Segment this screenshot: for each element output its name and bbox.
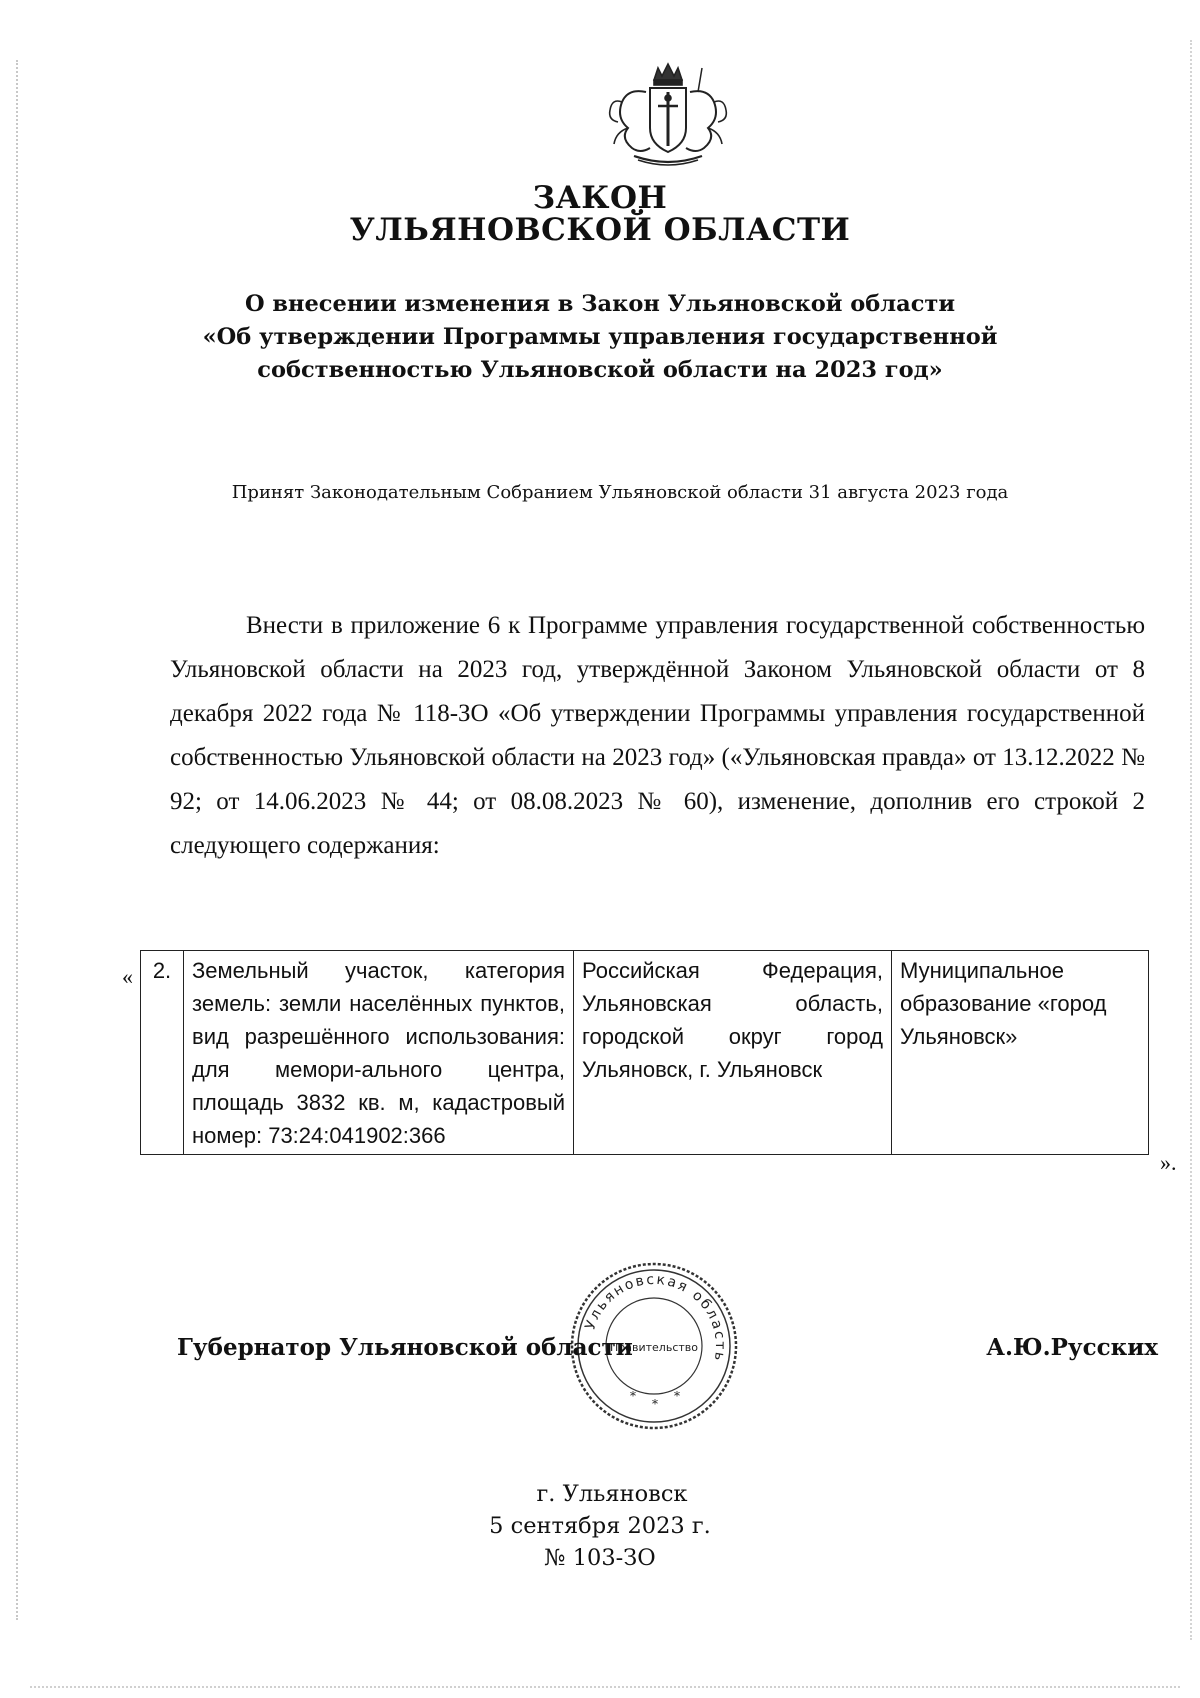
row-number: 2. xyxy=(141,951,184,1155)
governor-position: Губернатор Ульяновской области xyxy=(177,1334,633,1361)
law-subject xyxy=(0,288,1200,387)
seal-star-icon: * xyxy=(652,1397,658,1411)
table-row xyxy=(141,951,1149,1155)
governor-name: А.Ю.Русских xyxy=(986,1334,1158,1361)
subject-line1: О внесении изменения в Закон Ульяновской области xyxy=(244,291,956,317)
subject-line3: собственностью Ульяновской области на 2023 год» xyxy=(257,357,943,383)
signing-date: 5 сентября 2023 г. xyxy=(489,1513,711,1539)
seal-star-icon: * xyxy=(630,1389,636,1403)
coat-of-arms-emblem xyxy=(598,58,738,170)
recipient-entity: Муниципальное образование «город Ульяновск» xyxy=(892,951,1149,1155)
city: г. Ульяновск xyxy=(536,1481,688,1507)
adoption-statement: Принят Законодательным Собранием Ульяновской области 31 августа 2023 года xyxy=(231,482,1009,503)
table-open-quote: « xyxy=(122,964,133,989)
law-title-line2: УЛЬЯНОВСКОЙ ОБЛАСТИ xyxy=(349,212,851,248)
seal-center-text: Правительство xyxy=(610,1341,698,1354)
object-location: Российская Федерация, Ульяновская область, городской округ город Ульяновск, г. Ульяновск xyxy=(574,951,892,1155)
main-paragraph: Внести в приложение 6 к Программе управления государственной собственностью Ульяновской области на 2023 год, утверждённой Законом Ульяновской области от 8 декабря 2022 года № 118-ЗО «Об утверждении Программы управления государственной собственностью Ульяновской области на 2023 год» («Ульяновская правда» от 13.12.2022 № 92; от 14.06.2023 № 44; от 08.08.2023 № 60), изменение, дополнив его строкой 2 следующего содержания: xyxy=(170,612,1145,859)
law-title-line1: ЗАКОН xyxy=(532,180,668,216)
program-table xyxy=(140,950,1149,1155)
scan-edge-right xyxy=(1190,40,1192,1640)
seal-star-icon: * xyxy=(674,1389,680,1403)
object-description: Земельный участок, категория земель: земли населённых пунктов, вид разрешённого использования: для мемори-ального центра, площадь 3832 кв. м, кадастровый номер: 73:24:041902:366 xyxy=(184,951,574,1155)
scan-edge-bottom xyxy=(30,1686,1180,1688)
table-close-quote: ». xyxy=(1160,1150,1177,1175)
law-number: № 103-ЗО xyxy=(544,1545,656,1571)
subject-line2: «Об утверждении Программы управления государственной xyxy=(202,324,998,350)
seal-ring-text: Ульяновская область xyxy=(582,1271,729,1364)
